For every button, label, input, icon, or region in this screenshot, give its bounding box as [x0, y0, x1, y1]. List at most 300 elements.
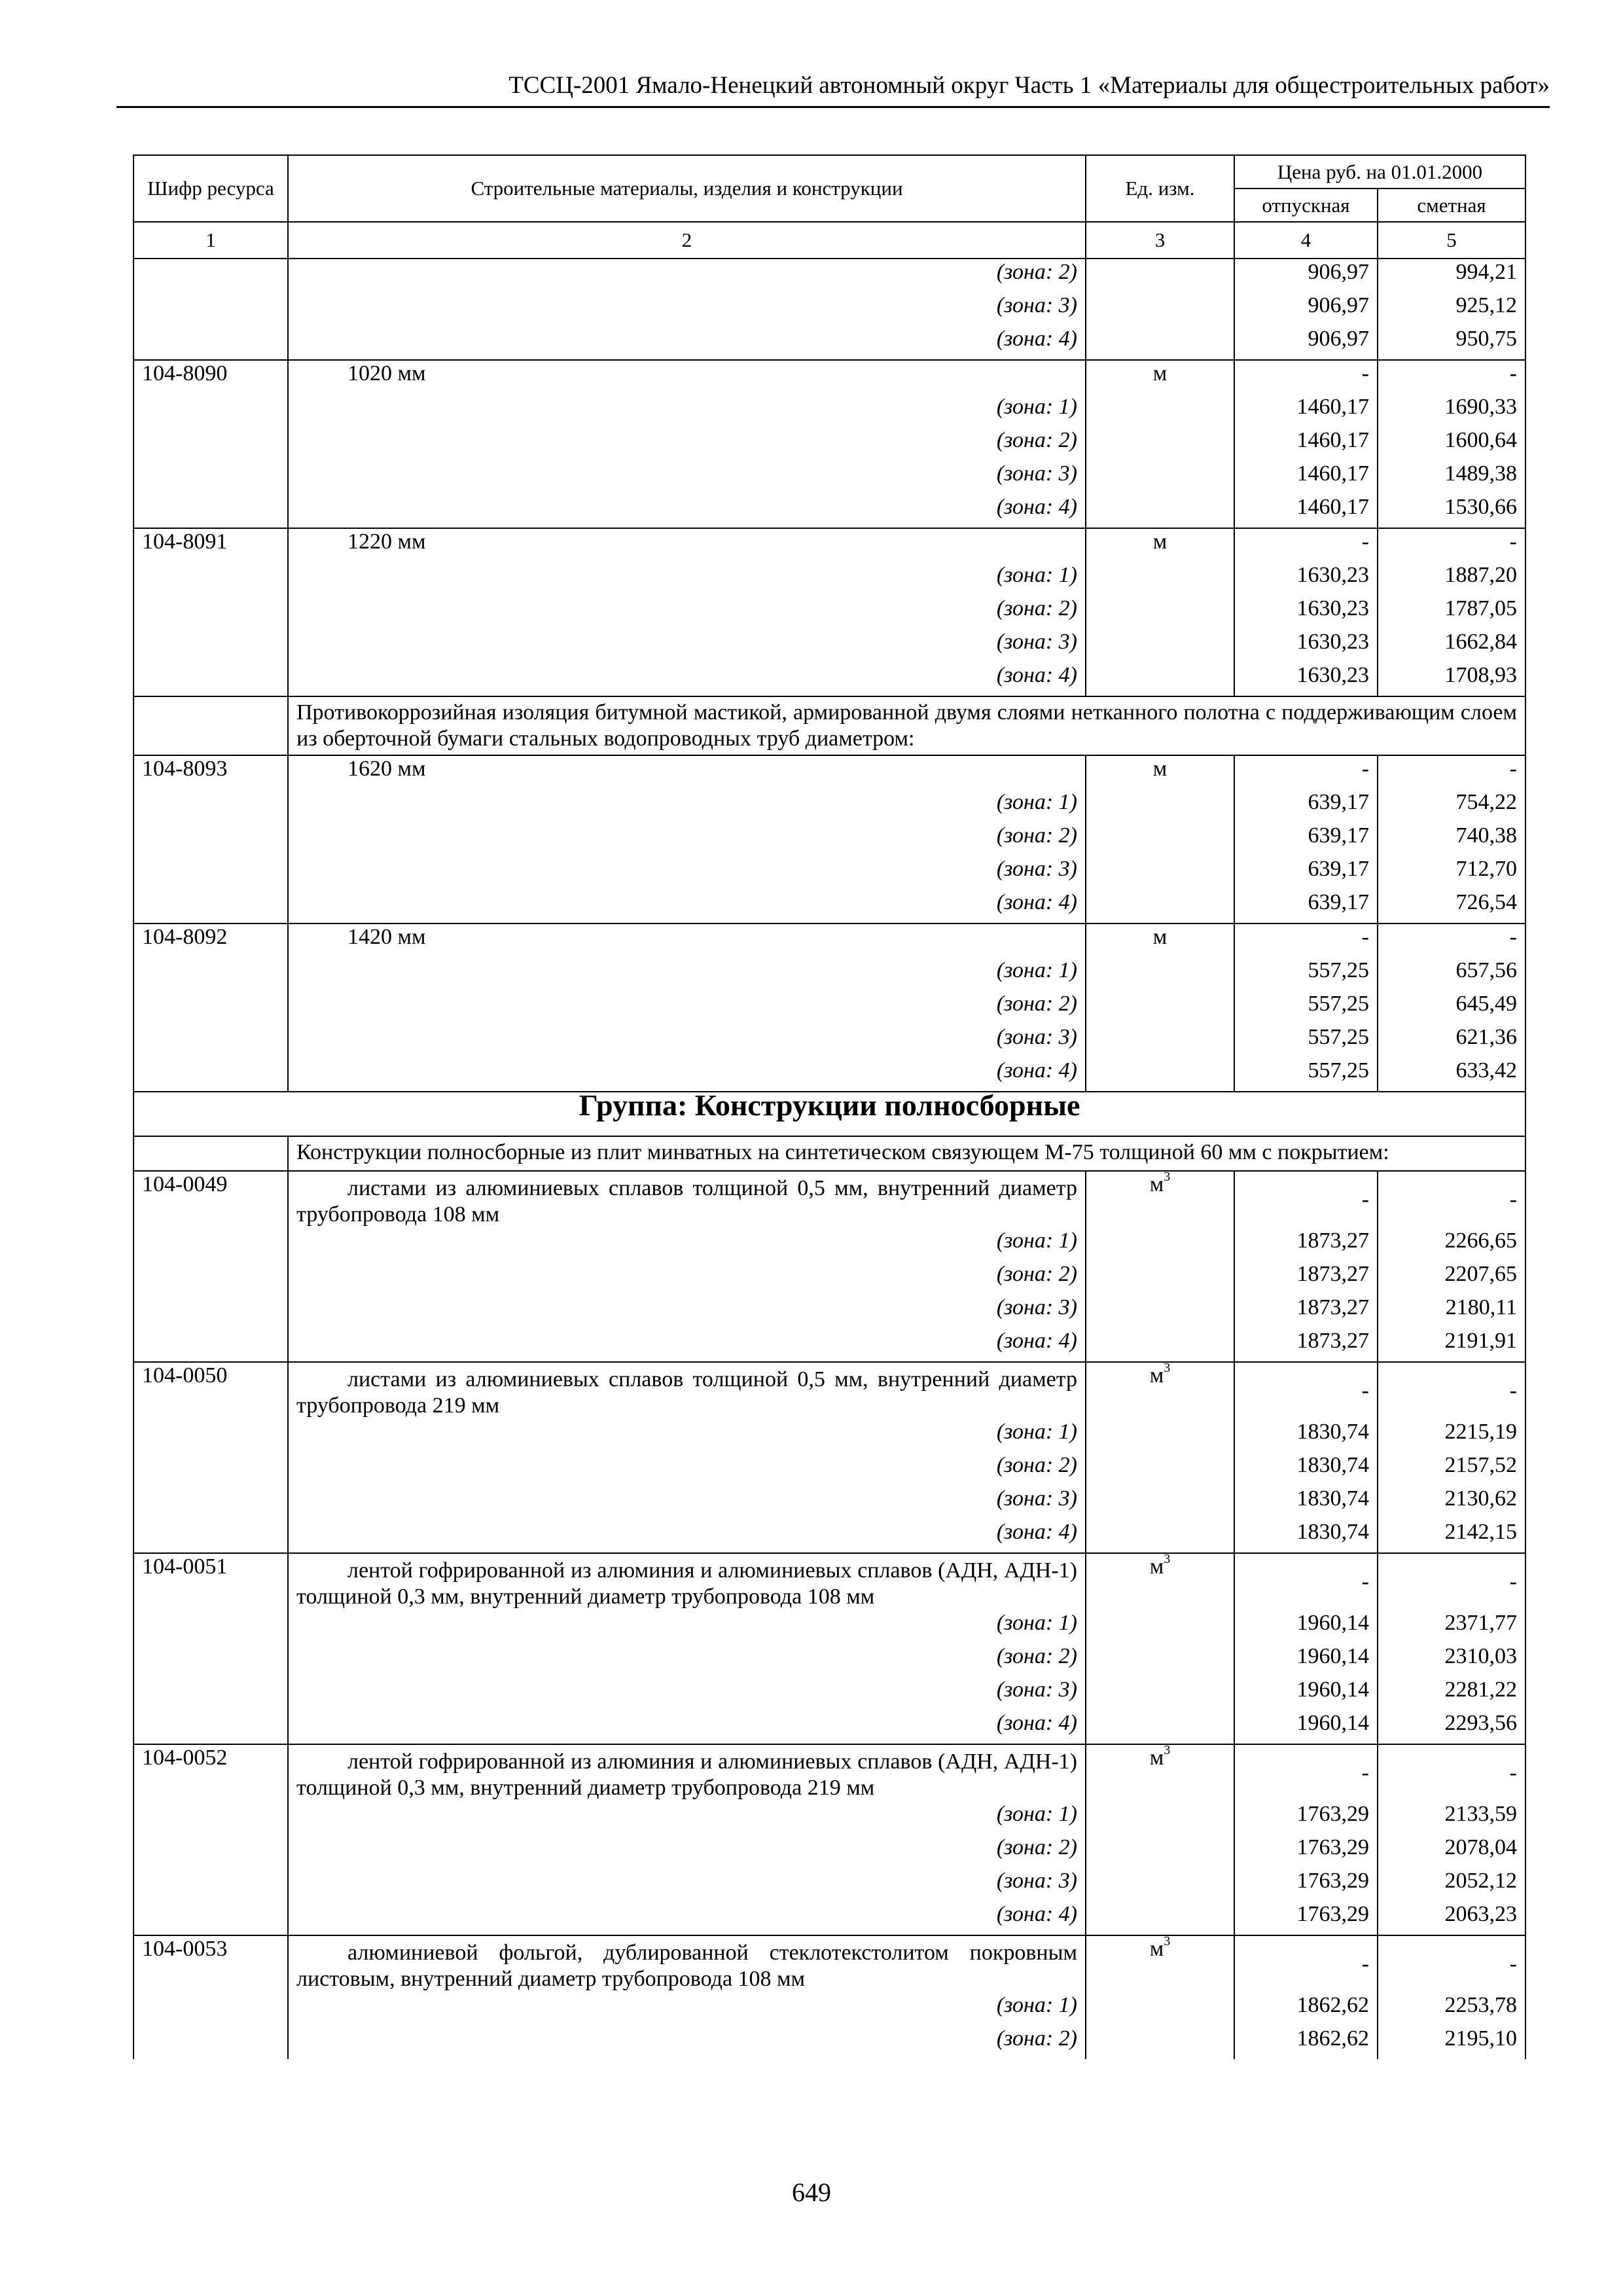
- code-cell: [134, 958, 288, 991]
- zone-row: [134, 991, 1525, 1024]
- estimate-price: 1708,93: [1378, 662, 1525, 696]
- zone-label: (зона: 4): [288, 889, 1086, 924]
- zone-row: [134, 2026, 1525, 2059]
- resource-code: 104-8091: [134, 528, 288, 562]
- code-cell: [134, 461, 288, 494]
- zone-label: (зона: 2): [288, 427, 1086, 461]
- unit-cell: [1086, 528, 1234, 562]
- unit-cell: [1086, 1228, 1234, 1261]
- zone-row: [134, 1868, 1525, 1901]
- zone-label: (зона: 2): [288, 1261, 1086, 1295]
- zone-row: [134, 1419, 1525, 1452]
- zone-row: [134, 394, 1525, 427]
- unit-cell: [1086, 1801, 1234, 1835]
- material-name: [288, 755, 1086, 789]
- table-row: [134, 924, 1525, 958]
- header-col-number: 2: [288, 222, 1086, 259]
- header-name: Строительные материалы, изделия и конструкции: [288, 155, 1086, 222]
- release-price: 1460,17: [1234, 394, 1378, 427]
- unit-text: м: [1152, 529, 1168, 554]
- zone-label: (зона: 3): [288, 1024, 1086, 1058]
- unit-cell: [1086, 1486, 1234, 1519]
- unit-cell: [1086, 755, 1234, 789]
- estimate-price: 2133,59: [1378, 1801, 1525, 1835]
- estimate-price: 633,42: [1378, 1058, 1525, 1092]
- estimate-price: 1690,33: [1378, 394, 1525, 427]
- header-unit: Ед. изм.: [1086, 155, 1234, 222]
- zone-label: (зона: 2): [288, 1643, 1086, 1677]
- zone-label: (зона: 2): [288, 991, 1086, 1024]
- estimate-price: 1887,20: [1378, 562, 1525, 596]
- table-row: [134, 1171, 1525, 1228]
- estimate-price: -: [1378, 755, 1525, 789]
- unit-cell: $м^3$: [1086, 1744, 1234, 1801]
- zone-row: [134, 596, 1525, 629]
- estimate-price: 1489,38: [1378, 461, 1525, 494]
- zone-row: [134, 461, 1525, 494]
- estimate-price: -: [1378, 924, 1525, 958]
- unit-cell: [1086, 2026, 1234, 2059]
- release-price: 1873,27: [1234, 1261, 1378, 1295]
- release-price: 906,97: [1234, 293, 1378, 326]
- zone-row: [134, 889, 1525, 924]
- code-cell: [134, 662, 288, 696]
- unit-cell: [1086, 1868, 1234, 1901]
- material-name-text: 1620 мм: [348, 757, 426, 781]
- zone-row: [134, 1992, 1525, 2026]
- unit-cell: [1086, 924, 1234, 958]
- release-price: 557,25: [1234, 958, 1378, 991]
- code-cell: [134, 2026, 288, 2059]
- unit-cell: [1086, 856, 1234, 889]
- zone-label: (зона: 1): [288, 394, 1086, 427]
- release-price: 1960,14: [1234, 1643, 1378, 1677]
- code-cell: [134, 1136, 288, 1171]
- release-price: 639,17: [1234, 823, 1378, 856]
- release-price: -: [1234, 360, 1378, 394]
- code-cell: [134, 1519, 288, 1553]
- zone-row: [134, 427, 1525, 461]
- estimate-price: 621,36: [1378, 1024, 1525, 1058]
- zone-row: [134, 823, 1525, 856]
- release-price: 1630,23: [1234, 562, 1378, 596]
- zone-label: (зона: 3): [288, 629, 1086, 662]
- release-price: -: [1234, 528, 1378, 562]
- estimate-price: 2266,65: [1378, 1228, 1525, 1261]
- description-text: Конструкции полносборные из плит минватных на синтетическом связующем М-75 толщиной 60 мм с покрытием:: [288, 1136, 1525, 1171]
- zone-label: (зона: 1): [288, 1419, 1086, 1452]
- material-name-text: 1420 мм: [348, 925, 426, 949]
- material-name-text: листами из алюминиевых сплавов толщиной 0,5 мм, внутренний диаметр трубопровода 219 мм: [296, 1367, 1077, 1418]
- table-row: [134, 528, 1525, 562]
- code-cell: [134, 629, 288, 662]
- unit-text: м: [1149, 1172, 1164, 1196]
- estimate-price: 1600,64: [1378, 427, 1525, 461]
- unit-cell: $м^3$: [1086, 1362, 1234, 1419]
- release-price: 1830,74: [1234, 1486, 1378, 1519]
- resource-code: 104-8092: [134, 924, 288, 958]
- estimate-price: 2293,56: [1378, 1710, 1525, 1744]
- unit-text: м: [1152, 757, 1168, 781]
- unit-cell: [1086, 789, 1234, 823]
- unit-cell: [1086, 1295, 1234, 1328]
- estimate-price: -: [1378, 1362, 1525, 1419]
- group-row: [134, 1092, 1525, 1136]
- estimate-price: 994,21: [1378, 259, 1525, 293]
- estimate-price: -: [1378, 1744, 1525, 1801]
- code-cell: [134, 326, 288, 360]
- unit-cell: [1086, 1643, 1234, 1677]
- material-name: [288, 1553, 1086, 1610]
- estimate-price: 950,75: [1378, 326, 1525, 360]
- unit-cell: [1086, 1610, 1234, 1643]
- release-price: 1960,14: [1234, 1710, 1378, 1744]
- zone-label: (зона: 4): [288, 326, 1086, 360]
- code-cell: [134, 1992, 288, 2026]
- release-price: 1862,62: [1234, 2026, 1378, 2059]
- unit-cell: [1086, 1261, 1234, 1295]
- zone-label: (зона: 1): [288, 1992, 1086, 2026]
- unit-cell: [1086, 1024, 1234, 1058]
- estimate-price: 712,70: [1378, 856, 1525, 889]
- estimate-price: 740,38: [1378, 823, 1525, 856]
- code-cell: [134, 889, 288, 924]
- header-rule: [116, 106, 1550, 108]
- unit-cell: [1086, 823, 1234, 856]
- zone-row: [134, 1710, 1525, 1744]
- material-name-text: лентой гофрированной из алюминия и алюминиевых сплавов (АДН, АДН-1) толщиной 0,3 мм, внутренний диаметр трубопровода 108 мм: [296, 1558, 1077, 1609]
- resource-code: 104-8090: [134, 360, 288, 394]
- code-cell: [134, 394, 288, 427]
- header-col-number: 4: [1234, 222, 1378, 259]
- unit-text: м: [1152, 925, 1168, 949]
- zone-row: [134, 1610, 1525, 1643]
- estimate-price: 645,49: [1378, 991, 1525, 1024]
- estimate-price: 2371,77: [1378, 1610, 1525, 1643]
- estimate-price: 2063,23: [1378, 1901, 1525, 1935]
- zone-label: (зона: 2): [288, 1835, 1086, 1868]
- zone-row: [134, 856, 1525, 889]
- release-price: 639,17: [1234, 789, 1378, 823]
- code-cell: [134, 1024, 288, 1058]
- estimate-price: 2310,03: [1378, 1643, 1525, 1677]
- material-name: [288, 1744, 1086, 1801]
- estimate-price: 2130,62: [1378, 1486, 1525, 1519]
- resource-code: 104-8093: [134, 755, 288, 789]
- zone-label: (зона: 4): [288, 662, 1086, 696]
- zone-label: (зона: 4): [288, 494, 1086, 528]
- release-price: -: [1234, 1744, 1378, 1801]
- resource-code: 104-0052: [134, 1744, 288, 1801]
- release-price: 557,25: [1234, 1024, 1378, 1058]
- release-price: 1960,14: [1234, 1610, 1378, 1643]
- unit-cell: [1086, 1835, 1234, 1868]
- resource-code: 104-0051: [134, 1553, 288, 1610]
- unit-cell: [1086, 1901, 1234, 1935]
- material-name-text: 1020 мм: [348, 361, 426, 386]
- material-name: [288, 1171, 1086, 1228]
- unit-cell: $м^3$: [1086, 1171, 1234, 1228]
- header-col-number: 3: [1086, 222, 1234, 259]
- material-name: [288, 1935, 1086, 1992]
- resource-code: 104-0050: [134, 1362, 288, 1419]
- zone-row: [134, 1295, 1525, 1328]
- unit-text: м: [1149, 1937, 1164, 1961]
- release-price: 1873,27: [1234, 1228, 1378, 1261]
- zone-row: [134, 789, 1525, 823]
- table-body: [134, 259, 1525, 2059]
- code-cell: [134, 1677, 288, 1710]
- code-cell: [134, 1261, 288, 1295]
- zone-row: [134, 1328, 1525, 1362]
- zone-row: [134, 259, 1525, 293]
- table-row: [134, 360, 1525, 394]
- release-price: 1830,74: [1234, 1419, 1378, 1452]
- zone-row: [134, 1519, 1525, 1553]
- release-price: -: [1234, 1935, 1378, 1992]
- unit-cell: [1086, 360, 1234, 394]
- estimate-price: 754,22: [1378, 789, 1525, 823]
- estimate-price: 2195,10: [1378, 2026, 1525, 2059]
- zone-row: [134, 1452, 1525, 1486]
- zone-label: (зона: 4): [288, 1710, 1086, 1744]
- estimate-price: 2215,19: [1378, 1419, 1525, 1452]
- estimate-price: 2253,78: [1378, 1992, 1525, 2026]
- unit-cell: [1086, 293, 1234, 326]
- unit-cell: [1086, 1058, 1234, 1092]
- header-release-price: отпускная: [1234, 188, 1378, 222]
- release-price: -: [1234, 755, 1378, 789]
- table-row: [134, 1362, 1525, 1419]
- unit-cell: [1086, 958, 1234, 991]
- estimate-price: 2052,12: [1378, 1868, 1525, 1901]
- zone-label: (зона: 3): [288, 461, 1086, 494]
- description-row: [134, 1136, 1525, 1171]
- code-cell: [134, 596, 288, 629]
- release-price: 1460,17: [1234, 427, 1378, 461]
- material-name: [288, 1362, 1086, 1419]
- code-cell: [134, 1643, 288, 1677]
- unit-text: м: [1152, 361, 1168, 386]
- description-row: [134, 696, 1525, 755]
- code-cell: [134, 259, 288, 293]
- zone-label: (зона: 4): [288, 1519, 1086, 1553]
- estimate-price: -: [1378, 1171, 1525, 1228]
- table-header: [134, 155, 1525, 259]
- unit-cell: [1086, 1710, 1234, 1744]
- page-number: 649: [792, 2178, 831, 2207]
- unit-cell: [1086, 1677, 1234, 1710]
- unit-text: м: [1149, 1746, 1164, 1770]
- release-price: 1873,27: [1234, 1328, 1378, 1362]
- code-cell: [134, 1486, 288, 1519]
- zone-row: [134, 1835, 1525, 1868]
- zone-row: [134, 1228, 1525, 1261]
- estimate-price: -: [1378, 1935, 1525, 1992]
- zone-label: (зона: 1): [288, 562, 1086, 596]
- unit-cell: [1086, 394, 1234, 427]
- code-cell: [134, 991, 288, 1024]
- resource-code: 104-0049: [134, 1171, 288, 1228]
- unit-cell: [1086, 1992, 1234, 2026]
- unit-cell: [1086, 1328, 1234, 1362]
- code-cell: [134, 1801, 288, 1835]
- zone-label: (зона: 3): [288, 1486, 1086, 1519]
- estimate-price: -: [1378, 1553, 1525, 1610]
- release-price: 906,97: [1234, 326, 1378, 360]
- material-name-text: лентой гофрированной из алюминия и алюминиевых сплавов (АДН, АДН-1) толщиной 0,3 мм, внутренний диаметр трубопровода 219 мм: [296, 1749, 1077, 1800]
- code-cell: [134, 789, 288, 823]
- running-header: ТССЦ-2001 Ямало-Ненецкий автономный округ Часть 1 «Материалы для общестроительных работ»: [508, 72, 1550, 99]
- estimate-price: 2281,22: [1378, 1677, 1525, 1710]
- release-price: 1763,29: [1234, 1835, 1378, 1868]
- release-price: 1460,17: [1234, 494, 1378, 528]
- zone-row: [134, 1677, 1525, 1710]
- unit-cell: [1086, 629, 1234, 662]
- unit-cell: [1086, 596, 1234, 629]
- zone-label: (зона: 3): [288, 856, 1086, 889]
- unit-cell: [1086, 562, 1234, 596]
- release-price: 1630,23: [1234, 629, 1378, 662]
- zone-row: [134, 629, 1525, 662]
- group-title: Группа: Конструкции полносборные: [134, 1092, 1525, 1136]
- material-name: [288, 528, 1086, 562]
- estimate-price: 2142,15: [1378, 1519, 1525, 1553]
- zone-label: (зона: 1): [288, 789, 1086, 823]
- code-cell: [134, 823, 288, 856]
- zone-row: [134, 293, 1525, 326]
- estimate-price: 2191,91: [1378, 1328, 1525, 1362]
- zone-label: (зона: 4): [288, 1058, 1086, 1092]
- code-cell: [134, 293, 288, 326]
- estimate-price: 925,12: [1378, 293, 1525, 326]
- release-price: 1763,29: [1234, 1901, 1378, 1935]
- code-cell: [134, 696, 288, 755]
- header-price-group: Цена руб. на 01.01.2000: [1234, 155, 1525, 188]
- zone-row: [134, 1261, 1525, 1295]
- zone-label: (зона: 2): [288, 2026, 1086, 2059]
- zone-label: (зона: 2): [288, 596, 1086, 629]
- release-price: 1460,17: [1234, 461, 1378, 494]
- release-price: 557,25: [1234, 1058, 1378, 1092]
- unit-cell: [1086, 326, 1234, 360]
- release-price: 639,17: [1234, 889, 1378, 924]
- code-cell: [134, 1228, 288, 1261]
- zone-label: (зона: 3): [288, 293, 1086, 326]
- zone-row: [134, 958, 1525, 991]
- release-price: 1630,23: [1234, 662, 1378, 696]
- code-cell: [134, 1835, 288, 1868]
- zone-label: (зона: 3): [288, 1868, 1086, 1901]
- unit-cell: [1086, 1452, 1234, 1486]
- zone-label: (зона: 1): [288, 1228, 1086, 1261]
- material-name-text: 1220 мм: [348, 529, 426, 554]
- release-price: -: [1234, 1553, 1378, 1610]
- zone-label: (зона: 2): [288, 1452, 1086, 1486]
- zone-label: (зона: 3): [288, 1295, 1086, 1328]
- resource-code: 104-0053: [134, 1935, 288, 1992]
- description-text: Противокоррозийная изоляция битумной мастикой, армированной двумя слоями нетканного полотна с поддерживающим слоем из оберточной бумаги стальных водопроводных труб диаметром:: [288, 696, 1525, 755]
- code-cell: [134, 1419, 288, 1452]
- table-row: [134, 1553, 1525, 1610]
- zone-row: [134, 1024, 1525, 1058]
- estimate-price: -: [1378, 360, 1525, 394]
- price-table: [133, 154, 1526, 2059]
- estimate-price: 2078,04: [1378, 1835, 1525, 1868]
- header-estimate-price: сметная: [1378, 188, 1525, 222]
- zone-row: [134, 494, 1525, 528]
- zone-label: (зона: 1): [288, 958, 1086, 991]
- unit-cell: [1086, 494, 1234, 528]
- zone-label: (зона: 2): [288, 823, 1086, 856]
- release-price: 1830,74: [1234, 1452, 1378, 1486]
- release-price: 557,25: [1234, 991, 1378, 1024]
- code-cell: [134, 1901, 288, 1935]
- release-price: 1630,23: [1234, 596, 1378, 629]
- code-cell: [134, 1295, 288, 1328]
- release-price: -: [1234, 1362, 1378, 1419]
- header-col-number: 5: [1378, 222, 1525, 259]
- material-name: [288, 360, 1086, 394]
- zone-label: (зона: 2): [288, 259, 1086, 293]
- header-code: Шифр ресурса: [134, 155, 288, 222]
- release-price: 906,97: [1234, 259, 1378, 293]
- zone-row: [134, 662, 1525, 696]
- estimate-price: 726,54: [1378, 889, 1525, 924]
- release-price: 1830,74: [1234, 1519, 1378, 1553]
- code-cell: [134, 427, 288, 461]
- table-row: [134, 755, 1525, 789]
- table-row: [134, 1744, 1525, 1801]
- unit-cell: [1086, 662, 1234, 696]
- unit-cell: $м^3$: [1086, 1553, 1234, 1610]
- unit-cell: [1086, 1419, 1234, 1452]
- code-cell: [134, 856, 288, 889]
- release-price: 1763,29: [1234, 1801, 1378, 1835]
- estimate-price: 2180,11: [1378, 1295, 1525, 1328]
- unit-cell: [1086, 259, 1234, 293]
- zone-label: (зона: 4): [288, 1328, 1086, 1362]
- estimate-price: 2207,65: [1378, 1261, 1525, 1295]
- unit-cell: [1086, 991, 1234, 1024]
- code-cell: [134, 1328, 288, 1362]
- zone-row: [134, 1643, 1525, 1677]
- estimate-price: -: [1378, 528, 1525, 562]
- estimate-price: 657,56: [1378, 958, 1525, 991]
- unit-text: м: [1149, 1554, 1164, 1579]
- zone-label: (зона: 4): [288, 1901, 1086, 1935]
- unit-cell: [1086, 889, 1234, 924]
- unit-cell: [1086, 461, 1234, 494]
- unit-text: м: [1149, 1363, 1164, 1388]
- code-cell: [134, 1868, 288, 1901]
- zone-label: (зона: 1): [288, 1801, 1086, 1835]
- release-price: 639,17: [1234, 856, 1378, 889]
- material-name-text: листами из алюминиевых сплавов толщиной 0,5 мм, внутренний диаметр трубопровода 108 мм: [296, 1176, 1077, 1227]
- zone-row: [134, 562, 1525, 596]
- estimate-price: 1787,05: [1378, 596, 1525, 629]
- zone-row: [134, 1058, 1525, 1092]
- zone-row: [134, 326, 1525, 360]
- zone-label: (зона: 1): [288, 1610, 1086, 1643]
- estimate-price: 1530,66: [1378, 494, 1525, 528]
- release-price: 1862,62: [1234, 1992, 1378, 2026]
- code-cell: [134, 1058, 288, 1092]
- estimate-price: 2157,52: [1378, 1452, 1525, 1486]
- code-cell: [134, 1710, 288, 1744]
- material-name: [288, 924, 1086, 958]
- release-price: 1960,14: [1234, 1677, 1378, 1710]
